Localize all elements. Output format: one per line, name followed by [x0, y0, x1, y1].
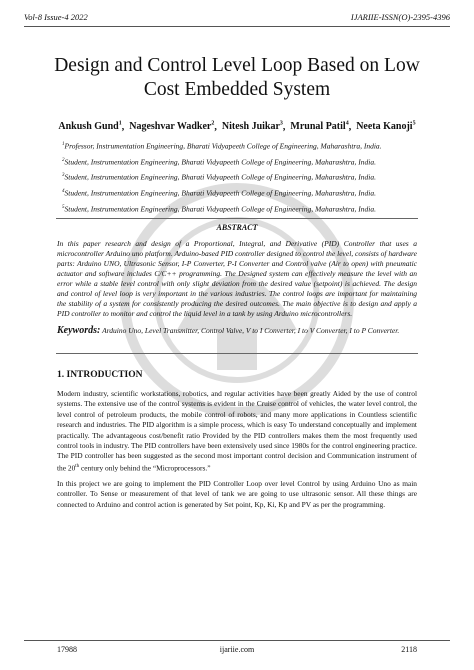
affiliation-3: $^3$Student, Instrumentation Engineering, Bharati Vidyapeeth College of Engineering, Maharashtra, India.: [62, 172, 376, 182]
footer-paper-id: 17988: [57, 645, 77, 654]
author-3: Nitesh Juikar$^3$: [221, 121, 283, 133]
author-5: Neeta Kanoji$^5$: [356, 121, 416, 133]
section-heading-introduction: 1. INTRODUCTION: [57, 370, 143, 380]
footer-page-number: 2118: [401, 645, 417, 654]
affiliation-1: $^1$Professor, Instrumentation Engineering, Bharati Vidyapeeth College of Engineering, Maharashtra, India.: [62, 141, 382, 151]
header-volume: Vol-8 Issue-4 2022: [24, 12, 88, 22]
author-4: Mrunal Patil$^4$: [290, 121, 349, 133]
affiliations: [62, 138, 434, 217]
affiliation-5: $^5$Student, Instrumentation Engineering, Bharati Vidyapeeth College of Engineering, Maharashtra, India.: [62, 204, 376, 214]
author-2: Nageshvar Wadker$^2$: [129, 121, 215, 133]
affiliation-4: $^4$Student, Instrumentation Engineering, Bharati Vidyapeeth College of Engineering, Maharashtra, India.: [62, 188, 376, 198]
keywords: [57, 326, 417, 336]
header-issn: IJARIIE-ISSN(O)-2395-4396: [350, 12, 450, 22]
footer-site: ijariie.com: [219, 645, 255, 654]
intro-paragraph-2: In this project we are going to implement the PID Controller Loop over level Control by using Arduino Uno as main controller. To Sense or measurement of that level of tank we are going to use ultrasonic sensor. All these things are connected to Arduino and control action is generated by Set point, Kp, Ki, Kp and PV as per the programming.: [57, 479, 417, 509]
intro-paragraph-1: Modern industry, scientific workstations, robotics, and regular activities have been greatly Aided by the use of control systems. The extensive use of the control systems is evident in the Cruise control of vehicles, the water level control, the level control of petroleum products, the mobile control of robots, and many more applications in Countless scientific research and industries. The PID algorithm is a simple process, which is easy To understand conceptually and implement practically. The advantageous cost/benefit ratio Provided by the PID controllers makes them the most frequently used control tools in industry. The PID controllers have been extensively used since 1980s for the control engineering practice. The PID controller has been suggested as the second most important control decision and Communication instrument of the 20th century only behind the “Microprocessors.”: [57, 389, 417, 473]
author-list: Ankush Gund$^1$, Nageshvar Wadker$^2$, Nitesh Juikar$^3$, Mrunal Patil$^4$, Neeta Kanoji$^5$: [58, 121, 416, 133]
abstract-text: In this paper research and design of a Proportional, Integral, and Derivative (PID) Controller that uses a microcontroller Arduino uno platform. Arduino-based PID controller designed to control the level, consists of hardware parts: Arduino UNO, Ultrasonic Sensor, I-P Converter, P-I Converter and Control valve (Air to open) with pneumatic actuator and software includes C/C++ programming. The Designed system can effectively measure the level with an error while a stable level control with only slight deviation from the desired value (setpoint) is achieved. The design and control of level loop is very important in the various industries. The control loops are important for maintaining the stability of a system for consistently producing the desired outcomes. The main objective is to design and apply a PID controller to monitor and control the liquid level in a tank by using Arduino microcontrollers.: [57, 239, 417, 318]
abstract-heading: ABSTRACT: [216, 223, 258, 232]
abstract-bottom-divider: [56, 353, 418, 354]
abstract-top-divider: [56, 218, 418, 219]
author-1: Ankush Gund$^1$: [58, 121, 122, 133]
keywords-text: Arduino Uno, Level Transmitter, Control Valve, V to I Converter, I to V Converter, I to P Converter.: [100, 326, 400, 335]
keywords-label: Keywords:: [57, 325, 101, 336]
header-divider: [24, 26, 450, 27]
footer-divider: [24, 640, 450, 641]
affiliation-2: $^2$Student, Instrumentation Engineering, Bharati Vidyapeeth College of Engineering, Maharashtra, India.: [62, 157, 376, 167]
paper-title: Design and Control Level Loop Based on Low Cost Embedded System: [54, 55, 420, 100]
